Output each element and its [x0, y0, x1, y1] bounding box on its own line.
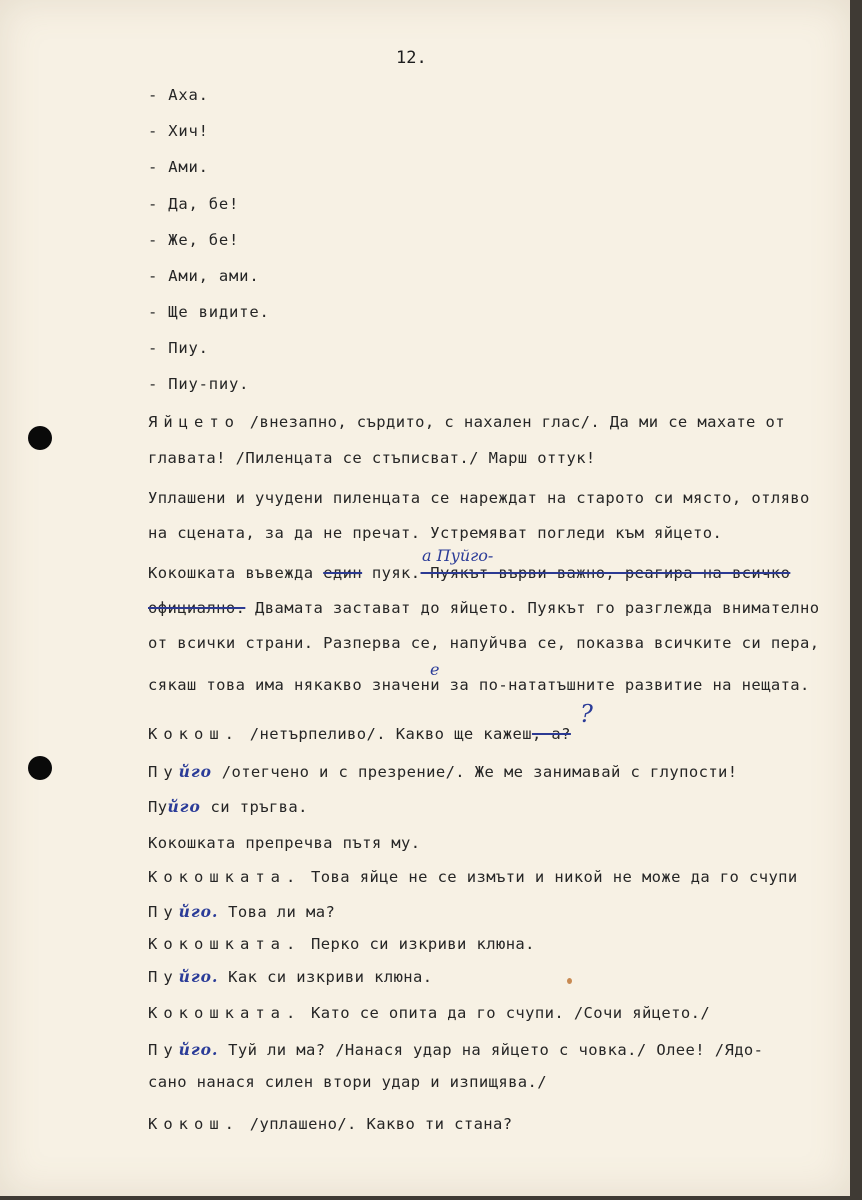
line-text: Пу [148, 798, 168, 816]
dialogue-line [148, 1040, 763, 1059]
struck-text: Пуякът върви важно, реагира на всичко [420, 564, 791, 582]
dialogue-line [148, 868, 798, 886]
egg-line-2: главата! /Пиленцата се стъписват./ Марш оттук! [148, 449, 596, 467]
handwritten-correction: йго. [178, 902, 219, 921]
stage-direction-line [148, 797, 308, 816]
speaker-name: Пу [148, 1041, 179, 1059]
handwritten-correction: йго. [178, 1040, 219, 1059]
stage-direction-line [148, 564, 790, 582]
line-text: /уплашено/. Какво ти стана? [240, 1115, 513, 1133]
punch-hole [28, 426, 52, 450]
line-text: пуяк. [362, 564, 421, 582]
speaker-name: Кокош. [148, 1115, 240, 1133]
dialogue-line: - Аха. [148, 86, 209, 104]
speaker-name: Кокошката. [148, 935, 302, 953]
speaker-name: Пу [148, 763, 179, 781]
dialogue-line: - Ами. [148, 158, 209, 176]
dialogue-line [148, 1115, 513, 1133]
stage-direction-line: от всички страни. Разперва се, напуйчва се, показва всичките си пера, [148, 634, 820, 652]
handwritten-insert: е [430, 660, 440, 679]
stage-direction-line: сано нанася силен втори удар и изпищява./ [148, 1073, 548, 1091]
ink-smudge [567, 978, 572, 984]
stage-direction-line: на сцената, за да не пречат. Устремяват погледи към яйцето. [148, 524, 723, 542]
speaker-name: Кокошката. [148, 1004, 302, 1022]
speaker-name: Кокош. [148, 725, 240, 743]
stage-direction-line [148, 599, 820, 617]
dialogue-line [148, 902, 335, 921]
speaker-name: Пу [148, 903, 179, 921]
egg-line-1 [148, 413, 785, 431]
stage-direction-line: сякаш това има някакво значени за по-нататъшните развитие на нещата. [148, 676, 810, 694]
dialogue-line: - Ще видите. [148, 303, 270, 321]
handwritten-correction: йго [167, 797, 201, 816]
dialogue-line [148, 935, 535, 953]
stage-direction-line: Уплашени и учудени пиленцата се нареждат на старото си място, отляво [148, 489, 810, 507]
struck-text: официално. [148, 599, 246, 617]
line-text: Това яйце не се измъти и никой не може да го счупи [301, 868, 798, 886]
struck-text: един [323, 564, 363, 582]
line-text: си тръгва. [200, 798, 308, 816]
speaker-name: Яйцето [148, 413, 240, 431]
dialogue-line [148, 967, 433, 986]
line-text: Туй ли ма? /Нанася удар на яйцето с човка./ Олее! /Ядо- [218, 1041, 764, 1059]
line-text: Като се опита да го счупи. /Сочи яйцето./ [301, 1004, 711, 1022]
speaker-name: Кокошката. [148, 868, 302, 886]
dialogue-line: - Же, бе! [148, 231, 240, 249]
handwritten-insert: а Пуйго- [422, 546, 494, 565]
line-text: Това ли ма? [218, 903, 336, 921]
dialogue-line [148, 762, 738, 781]
dialogue-line: - Пиу-пиу. [148, 375, 250, 393]
speaker-name: Пу [148, 968, 179, 986]
dialogue-line [148, 725, 571, 743]
dialogue-line: - Да, бе! [148, 195, 240, 213]
dialogue-line: - Пиу. [148, 339, 209, 357]
stage-direction-line: Кокошката препречва пътя му. [148, 834, 421, 852]
line-text: Как си изкриви клюна. [218, 968, 433, 986]
line-text: Кокошката въвежда [148, 564, 324, 582]
dialogue-line: - Ами, ами. [148, 267, 260, 285]
handwritten-correction: йго. [178, 967, 219, 986]
line-text: /нетърпеливо/. Какво ще кажеш [240, 725, 532, 743]
dialogue-line: - Хич! [148, 122, 209, 140]
handwritten-insert: ? [580, 700, 593, 728]
dialogue-line [148, 1004, 710, 1022]
handwritten-correction: йго [178, 762, 212, 781]
page-number: 12. [396, 48, 427, 68]
line-text: Перко си изкриви клюна. [301, 935, 535, 953]
line-text: /отегчено и с презрение/. Же ме занимавай с глупости! [212, 763, 738, 781]
punch-hole [28, 756, 52, 780]
line-text: /внезапно, сърдито, с нахален глас/. Да ми се махате от [240, 413, 785, 431]
line-text: Двамата застават до яйцето. Пуякът го разглежда внимателно [245, 599, 820, 617]
struck-text: , а? [531, 725, 571, 743]
